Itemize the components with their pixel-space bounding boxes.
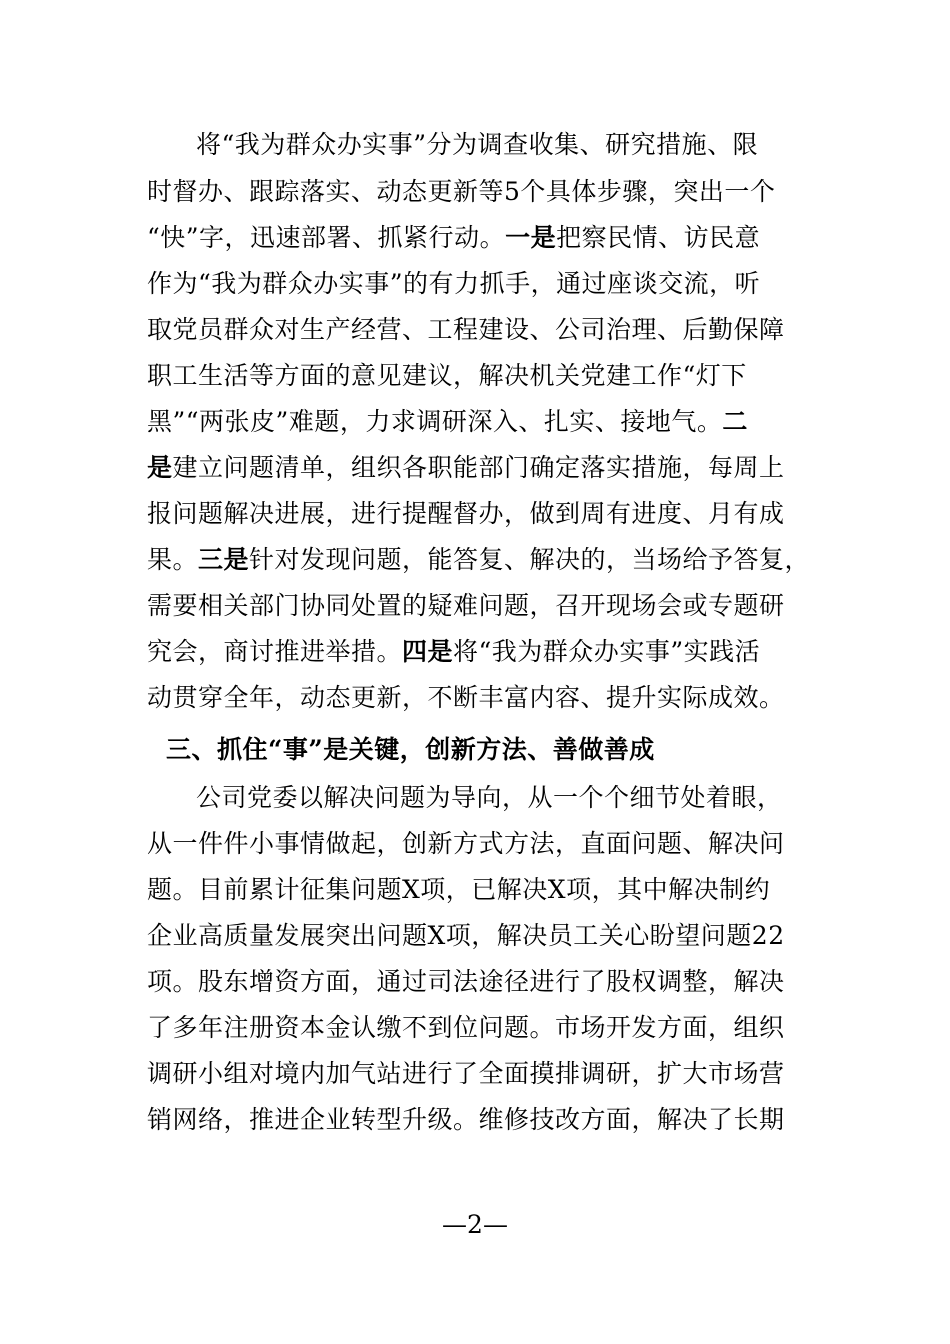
text-line [147, 172, 800, 212]
text-run: 公司党委以解决问题为导向，从一个个细节处着眼， [196, 783, 783, 812]
text-run: 建立问题清单，组织各职能部门确定落实措施，每周上 [172, 453, 785, 482]
text-run: 将“我为群众办实事”分为调查收集、研究措施、限 [196, 130, 759, 159]
text-run: 报问题解决进展，进行提醒督办，做到周有进度、月有成 [147, 499, 785, 528]
text-line [147, 824, 800, 864]
text-run: 究会，商讨推进举措。 [147, 637, 403, 666]
text-run: 时督办、跟踪落实、动态更新等5个具体步骤，突出一个 [147, 177, 776, 206]
text-run: 果。 [147, 545, 199, 574]
text-line [147, 264, 800, 304]
text-line [147, 870, 800, 910]
text-line [147, 916, 800, 956]
text-line [196, 778, 800, 818]
text-run: 动贯穿全年，动态更新，不断丰富内容、提升实际成效。 [147, 683, 785, 712]
page-number: —2— [442, 1210, 508, 1239]
text-run: 取党员群众对生产经营、工程建设、公司治理、后勤保障 [147, 315, 785, 344]
text-run: 了多年注册资本金认缴不到位问题。市场开发方面，组织 [147, 1013, 785, 1042]
text-line [147, 356, 800, 396]
text-run: 把察民情、访民意 [556, 223, 761, 252]
text-line [147, 678, 800, 718]
text-line [147, 218, 800, 258]
text-line [147, 1008, 800, 1048]
text-line [147, 962, 800, 1002]
text-line [196, 125, 800, 165]
text-run: 将“我为群众办实事”实践活 [453, 637, 761, 666]
text-run: 针对发现问题，能答复、解决的，当场给予答复， [249, 545, 811, 574]
text-run: 作为“我为群众办实事”的有力抓手，通过座谈交流，听 [147, 269, 761, 298]
text-run: 职工生活等方面的意见建议，解决机关党建工作“灯下 [147, 361, 747, 390]
bold-text-run: 三是 [198, 545, 250, 574]
text-line [147, 1100, 800, 1140]
text-line [147, 448, 800, 488]
text-run: 销网络，推进企业转型升级。维修技改方面，解决了长期 [147, 1105, 785, 1134]
text-run: 从一件件小事情做起，创新方式方法，直面问题、解决问 [147, 829, 785, 858]
text-run: 企业高质量发展突出问题X项，解决员工关心盼望问题22 [147, 921, 785, 950]
bold-text-run: 二 [722, 407, 748, 436]
text-line [147, 540, 811, 580]
text-line [147, 632, 800, 672]
text-line [147, 1054, 800, 1094]
bold-text-run: 一是 [505, 223, 557, 252]
bold-text-run: 是 [147, 453, 173, 482]
section-heading: 三、抓住“事”是关键，创新方法、善做善成 [166, 735, 655, 764]
text-run: 需要相关部门协同处置的疑难问题，召开现场会或专题研 [147, 591, 785, 620]
text-line [166, 730, 800, 770]
text-line [147, 586, 800, 626]
text-line [147, 494, 800, 534]
text-run: 调研小组对境内加气站进行了全面摸排调研，扩大市场营 [147, 1059, 785, 1088]
text-run: “快”字，迅速部署、抓紧行动。 [147, 223, 506, 252]
text-line [147, 402, 800, 442]
text-run: 黑”“两张皮”难题，力求调研深入、扎实、接地气。 [147, 407, 723, 436]
text-line [147, 310, 800, 350]
bold-text-run: 四是 [402, 637, 454, 666]
text-run: 项。股东增资方面，通过司法途径进行了股权调整，解决 [147, 967, 785, 996]
text-run: 题。目前累计征集问题X项，已解决X项，其中解决制约 [147, 875, 771, 904]
